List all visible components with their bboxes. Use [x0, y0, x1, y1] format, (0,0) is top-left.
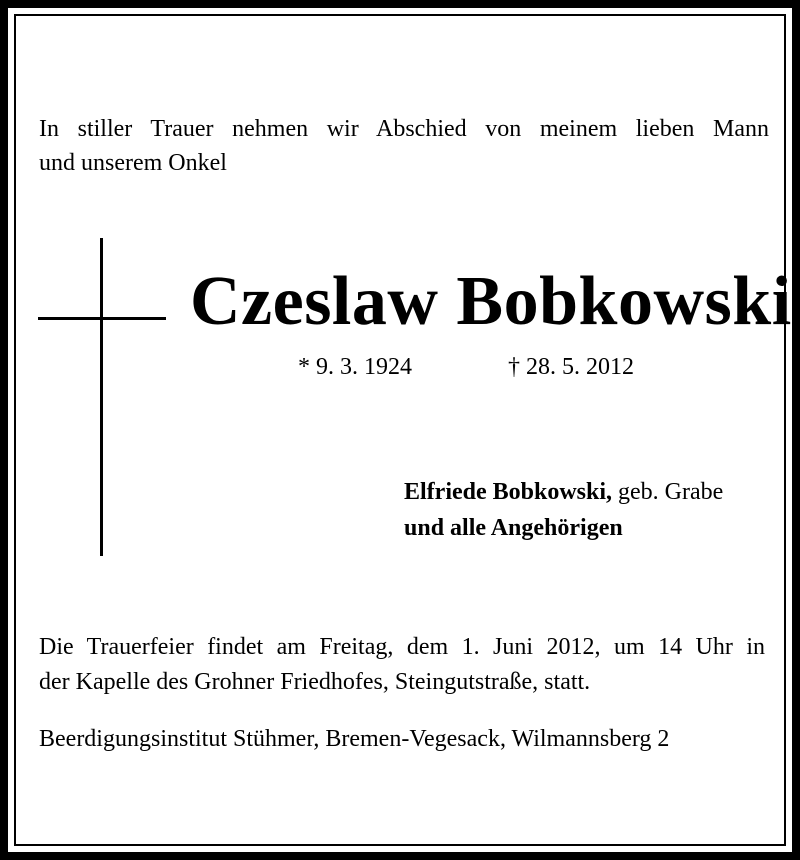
mourner-maiden-name: geb. Grabe [612, 479, 724, 505]
mourner-others: und alle Angehörigen [404, 515, 623, 541]
mourner-name: Elfriede Bobkowski, [404, 479, 613, 505]
deceased-name: Czeslaw Bobkowski [190, 263, 792, 340]
ceremony-line-2: der Kapelle des Grohner Friedhofes, Steingutstraße, statt. [39, 669, 591, 695]
birth-date: * 9. 3. 1924 [298, 354, 412, 380]
intro-line-2: und unserem Onkel [39, 150, 227, 176]
mourner-line-1 [404, 474, 723, 510]
mourners-block [404, 474, 723, 546]
death-date: † 28. 5. 2012 [508, 354, 634, 380]
intro-text [39, 112, 769, 180]
cross-horizontal-bar [38, 317, 166, 320]
intro-line-1: In stiller Trauer nehmen wir Abschied von meinem lieben Mann [39, 116, 769, 142]
ceremony-text [39, 630, 765, 700]
cross-vertical-bar [100, 238, 103, 556]
ceremony-line-1: Die Trauerfeier findet am Freitag, dem 1. Juni 2012, um 14 Uhr in [39, 634, 765, 660]
mourner-line-2 [404, 510, 723, 546]
undertaker-info: Beerdigungsinstitut Stühmer, Bremen-Vegesack, Wilmannsberg 2 [39, 726, 670, 752]
